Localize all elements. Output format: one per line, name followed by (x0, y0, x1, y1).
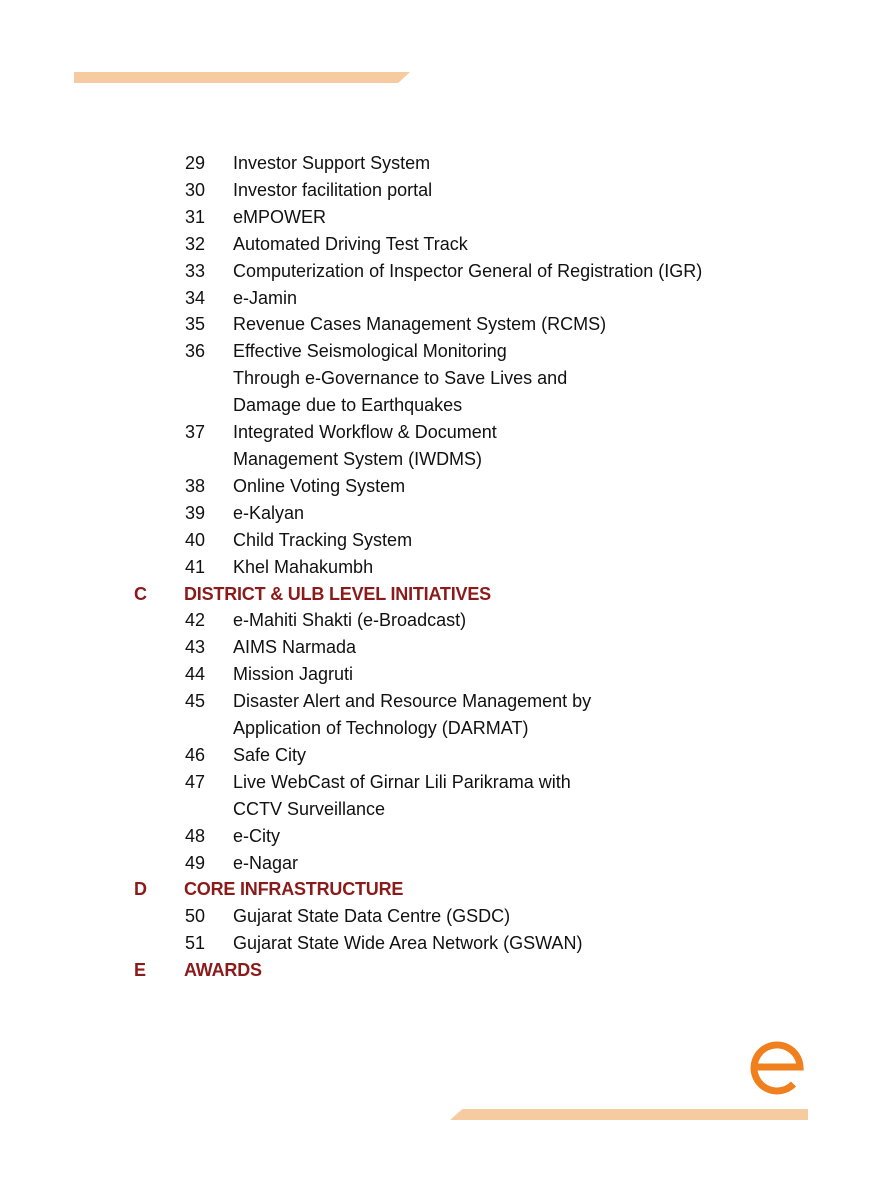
toc-item-number: 31 (185, 206, 206, 227)
section-letter: D (134, 879, 147, 900)
toc-item (0, 419, 881, 473)
toc-item (0, 204, 881, 231)
toc-item-title: AIMS Narmada (233, 637, 357, 658)
toc-item-number: 44 (185, 664, 206, 685)
toc-item (0, 769, 881, 823)
toc-item-number: 48 (185, 825, 206, 846)
toc-item-title: Investor facilitation portal (233, 179, 433, 200)
toc-item-title: Computerization of Inspector General of Registration (IGR) (233, 260, 703, 281)
toc-item (0, 823, 881, 850)
toc-item-title: e-Nagar (233, 852, 299, 873)
toc-item-title: eMPOWER (233, 206, 327, 227)
toc-item-title: Gujarat State Wide Area Network (GSWAN) (233, 933, 583, 954)
toc-item (0, 177, 881, 204)
toc-item (0, 850, 881, 877)
toc-item-title: e-Jamin (233, 287, 298, 308)
toc-item-title: Investor Support System (233, 153, 431, 173)
toc-item (0, 258, 881, 285)
top-decorative-band (74, 72, 410, 83)
toc-item-number: 29 (185, 153, 206, 173)
section-title: CORE INFRASTRUCTURE (184, 879, 404, 900)
toc-item-number: 47 (185, 771, 206, 792)
section-heading (0, 581, 881, 608)
toc-item-title: e-City (233, 825, 281, 846)
toc-item-title: Integrated Workflow & Document Management System (IWDMS) (233, 422, 497, 469)
toc-item-number: 39 (185, 502, 206, 523)
toc-item-number: 51 (185, 933, 206, 954)
toc-item-number: 33 (185, 260, 206, 281)
toc-item (0, 688, 881, 742)
toc-item-title: e-Mahiti Shakti (e-Broadcast) (233, 610, 467, 631)
toc-item-number: 38 (185, 475, 206, 496)
toc-item-number: 40 (185, 529, 206, 550)
toc-item-number: 50 (185, 906, 206, 927)
toc-item (0, 311, 881, 338)
toc-item (0, 742, 881, 769)
toc-item (0, 554, 881, 581)
toc-item-title: Mission Jagruti (233, 664, 354, 685)
toc-item (0, 285, 881, 312)
section-heading (0, 876, 881, 903)
toc-item (0, 527, 881, 554)
toc-item-title: Live WebCast of Girnar Lili Parikrama with CCTV Surveillance (233, 771, 571, 819)
toc-item-number: 43 (185, 637, 206, 658)
toc-item (0, 338, 881, 419)
toc-item (0, 473, 881, 500)
toc-item-title: Gujarat State Data Centre (GSDC) (233, 906, 511, 927)
section-letter: C (134, 583, 147, 604)
toc-item-number: 49 (185, 852, 206, 873)
toc-item-number: 32 (185, 233, 206, 254)
toc-item-title: Safe City (233, 744, 307, 765)
toc-item-number: 36 (185, 341, 206, 362)
toc-item (0, 607, 881, 634)
table-of-contents (0, 150, 881, 984)
toc-item (0, 634, 881, 661)
toc-item (0, 930, 881, 957)
toc-item-number: 37 (185, 422, 206, 443)
toc-item-title: e-Kalyan (233, 502, 305, 523)
section-letter: E (134, 960, 147, 981)
toc-item (0, 231, 881, 258)
toc-item-title: Disaster Alert and Resource Management by Application of Technology (DARMAT) (233, 691, 592, 739)
section-heading (0, 957, 881, 984)
toc-item-title: Child Tracking System (233, 529, 413, 550)
toc-item (0, 150, 881, 177)
toc-item (0, 500, 881, 527)
toc-item-number: 41 (185, 556, 206, 577)
toc-item-number: 35 (185, 314, 206, 335)
bottom-decorative-band (450, 1109, 808, 1120)
toc-item-number: 42 (185, 610, 206, 631)
toc-item-number: 30 (185, 179, 206, 200)
toc-item (0, 661, 881, 688)
toc-item-number: 45 (185, 691, 206, 712)
toc-item-title: Online Voting System (233, 475, 406, 496)
toc-item-number: 34 (185, 287, 206, 308)
toc-item-number: 46 (185, 744, 206, 765)
section-title: DISTRICT & ULB LEVEL INITIATIVES (184, 583, 491, 604)
toc-item-title: Khel Mahakumbh (233, 556, 374, 577)
toc-item-title: Revenue Cases Management System (RCMS) (233, 314, 607, 335)
toc-item (0, 903, 881, 930)
section-title: AWARDS (184, 960, 262, 981)
toc-item-title: Effective Seismological Monitoring Through e-Governance to Save Lives and Damage due to Earthquakes (233, 341, 568, 416)
letter-e-logo-icon (746, 1034, 810, 1098)
toc-item-title: Automated Driving Test Track (233, 233, 468, 254)
